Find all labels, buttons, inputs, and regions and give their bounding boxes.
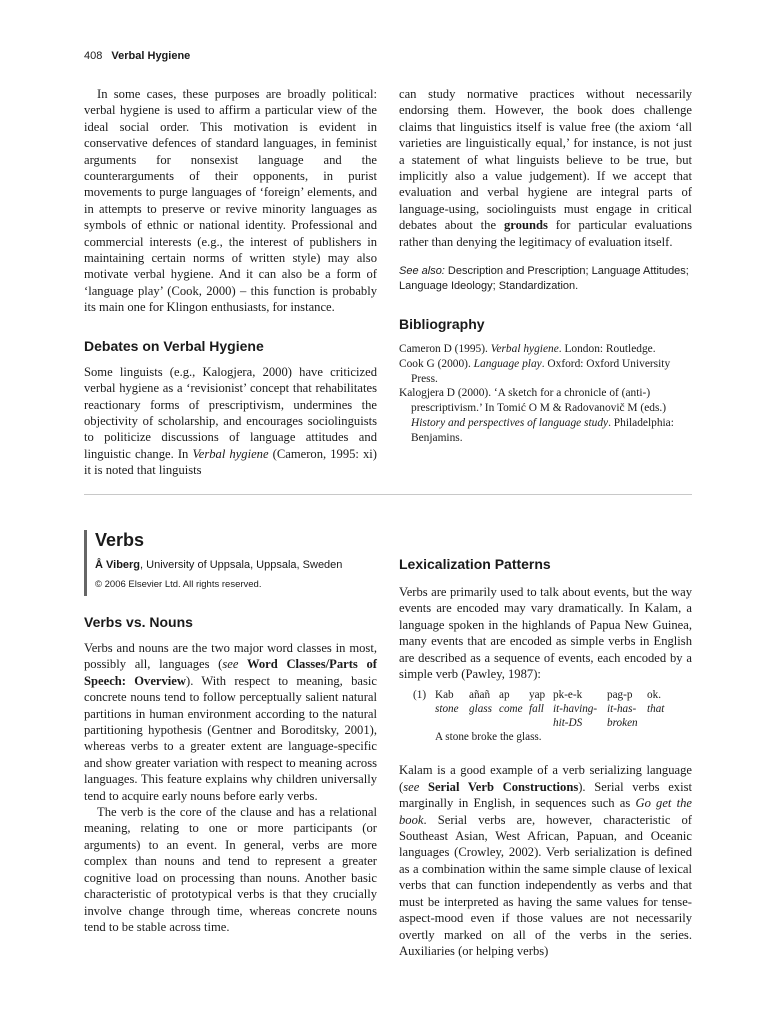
example-gloss: glass bbox=[469, 703, 493, 716]
paragraph-serialization: Kalam is a good example of a verb serializing language (see Serial Verb Constructions). Serial verbs exist marginally in English, in sequences such as Go get the book. Serial verbs are, however, characteristic of Southeast Asian, West African, Papuan, and Oceanic languages (Crowley, 2002). Verb serialization is defined as a combination within the same simple clause of lexical verbs that can function independently as verbs and that must be interpreted as having the same values for tense-aspect-mood even if those values are not necessarily overtly marked on all of the verbs in the series. Auxiliaries (or helping verbs) bbox=[399, 763, 692, 958]
example-word: yap bbox=[529, 689, 546, 702]
paragraph-debates: Some linguists (e.g., Kalogjera, 2000) have criticized verbal hygiene as a ‘revisionist’ concept that rehabilitates reactionary forms of prescriptivism, undermines the objectivity of scholarship, and encourages sociolinguists to politicize discussions of language attitudes and linguistic change. In Verbal hygiene (Cameron, 1995: xi) it is noted that linguists bbox=[84, 364, 377, 478]
right-column-top bbox=[399, 86, 692, 446]
example-translation: A stone broke the glass. bbox=[435, 731, 542, 744]
heading-bibliography: Bibliography bbox=[399, 316, 485, 333]
paragraph-events: Verbs are primarily used to talk about events, but the way events are encoded may vary dramatically. In Kalam, a language spoken in the highlands of Papua New Guinea, many events that are encoded as simple verbs in English are described as a sequence of events, each encoded by a simple verb (Pawley, 1987): bbox=[399, 585, 692, 682]
example-word: ok. bbox=[647, 689, 661, 702]
bibliography-list bbox=[399, 342, 692, 446]
example-word: Kab bbox=[435, 689, 454, 702]
article-title: Verbs bbox=[95, 530, 145, 550]
heading-debates: Debates on Verbal Hygiene bbox=[84, 337, 264, 354]
example-gloss: stone bbox=[435, 703, 459, 716]
running-header bbox=[84, 50, 190, 62]
example-number: (1) bbox=[413, 689, 427, 702]
example-gloss: hit-DS bbox=[553, 717, 583, 730]
see-also-label: See also: bbox=[399, 265, 445, 278]
running-title: Verbal Hygiene bbox=[111, 50, 191, 62]
italic-verbal-hygiene: Verbal hygiene bbox=[192, 446, 269, 461]
italic-go-get-the-book: Go get the book bbox=[399, 796, 692, 827]
example-word: añañ bbox=[469, 689, 491, 702]
left-column-top bbox=[84, 86, 377, 479]
author-affiliation: , University of Uppsala, Uppsala, Sweden bbox=[140, 559, 343, 571]
heading-lexicalization: Lexicalization Patterns bbox=[399, 556, 551, 572]
example-gloss: it-has- bbox=[607, 703, 637, 716]
crossref-word-classes[interactable]: Word Classes/Parts of Speech: Overview bbox=[84, 657, 377, 688]
article-title-box bbox=[84, 530, 374, 596]
article-divider bbox=[84, 494, 692, 495]
example-gloss: it-having- bbox=[553, 703, 598, 716]
interlinear-example bbox=[399, 688, 692, 758]
example-gloss: that bbox=[647, 703, 665, 716]
copyright-notice: © 2006 Elsevier Ltd. All rights reserved. bbox=[95, 579, 262, 590]
page-number: 408 bbox=[84, 50, 103, 62]
see-also bbox=[399, 264, 692, 294]
author-line bbox=[95, 559, 374, 571]
paragraph-political-purposes: In some cases, these purposes are broadly political: verbal hygiene is used to affirm a particular view of the ideal social order. This motivation is evident in conservative defences of standard languages, in feminist arguments for nonsexist language and the counterarguments of their opponents, in purist movements to purge languages of ‘foreign’ elements, and in attempts to preserve or revive minority languages as symbols of ethnic or national identity. Professional and commercial interests (e.g., the interest of publishers in maintaining certain norms of written style) may also motivate verbal hygiene. And it can also be a form of ‘language play’ (Cook, 2000) – this function is probably its main one for Klingon enthusiasts, for instance. bbox=[84, 87, 377, 315]
example-gloss: come bbox=[499, 703, 523, 716]
example-gloss: fall bbox=[529, 703, 544, 716]
paragraph-word-classes: Verbs and nouns are the two major word classes in most, possibly all, languages (see Word Classes/Parts of Speech: Overview). With respect to meaning, basic concrete nouns tend to follow perceptually salient natural partitions in human environment according to the natural partitioning hypothesis (Gentner and Boroditsky, 2001), whereas verbs to a greater extent are language-specific and show greater variation with respect to meaning across languages. This feature explains why children universally tend to acquire early nouns before early verbs. bbox=[84, 641, 377, 803]
bib-entry: Kalogjera D (2000). ‘A sketch for a chronicle of (anti-) prescriptivism.’ In Tomić O M & Radovanovič M (eds.) History and perspectives of language study. Philadelphia: Benjamins. bbox=[399, 387, 674, 444]
crossref-serial-verb[interactable]: Serial Verb Constructions bbox=[419, 779, 579, 794]
paragraph-normative-practices: can study normative practices without necessarily endorsing them. However, the book does challenge claims that linguistics itself is value free (the axiom ‘all varieties are linguistically equal,’ for instance, is not just a statement of what linguists believe to be true, but implicitly also a value judgement). If we accept that evaluation and verbal hygiene are integral parts of language-using, sociolinguists must engage in critical debates about the grounds for particular evaluations rather than denying the legitimacy of evaluation itself. bbox=[399, 87, 692, 249]
bib-entry: Cameron D (1995). Verbal hygiene. London: Routledge. bbox=[399, 343, 656, 356]
heading-verbs-vs-nouns: Verbs vs. Nouns bbox=[84, 614, 193, 630]
bold-grounds: grounds bbox=[503, 218, 548, 233]
example-word: pk-e-k bbox=[553, 689, 583, 702]
see-also-links[interactable]: Description and Prescription; Language Attitudes; Language Ideology; Standardization. bbox=[399, 265, 689, 293]
example-word: pag-p bbox=[607, 689, 633, 702]
paragraph-verb-core: The verb is the core of the clause and has a relational meaning, relating to one or more participants (or arguments) to an event. In general, verbs are more complex than nouns and tend to represent a greater cognitive load on processing than nouns. Another basic characteristic of prototypical verbs is that they crucially involve change through time, whereas concrete nouns tend to be stable across time. bbox=[84, 805, 377, 934]
example-word: ap bbox=[499, 689, 510, 702]
left-column-bottom bbox=[84, 614, 377, 935]
author-name: Å Viberg bbox=[95, 559, 141, 571]
example-gloss: broken bbox=[607, 717, 638, 730]
bib-entry: Cook G (2000). Language play. Oxford: Oxford University Press. bbox=[399, 357, 671, 385]
right-column-bottom bbox=[399, 556, 692, 959]
